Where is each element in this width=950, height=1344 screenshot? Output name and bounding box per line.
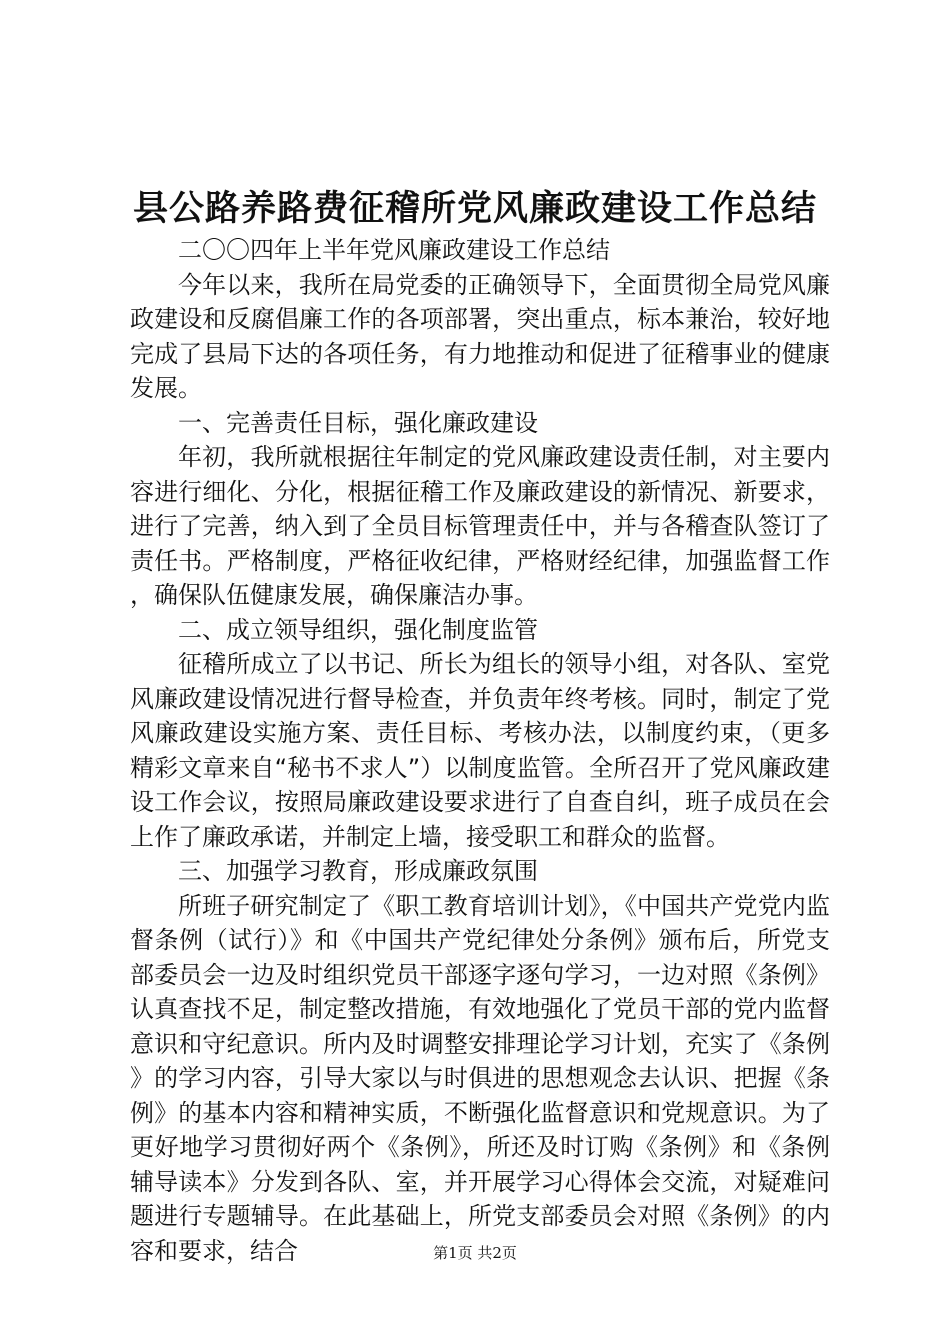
subtitle-paragraph: 二〇〇四年上半年党风廉政建设工作总结: [178, 236, 610, 264]
document-title: 县公路养路费征稽所党风廉政建设工作总结: [132, 188, 817, 229]
intro-paragraph: 今年以来，我所在局党委的正确领导下，全面贯彻全局党风廉政建设和反腐倡廉工作的各项部署，突出重点，标本兼治，较好地完成了县局下达的各项任务，有力地推动和促进了征稽事业的健康发展。: [130, 270, 830, 402]
section-heading-2: 二、成立领导组织，强化制度监管: [178, 615, 538, 644]
section-heading-3: 三、加强学习教育，形成廉政氛围: [178, 857, 538, 885]
section-heading-1: 一、完善责任目标，强化廉政建设: [178, 408, 538, 437]
page-footer: 第1页 共2页: [433, 1244, 517, 1262]
section-2-paragraph: 征稽所成立了以书记、所长为组长的领导小组，对各队、室党风廉政建设情况进行督导检查，并负责年终考核。同时，制定了党风廉政建设实施方案、责任目标、考核办法，以制度约束，（更多精彩文章来自“秘书不求人”）以制度监管。全所召开了党风廉政建设工作会议，按照局廉政建设要求进行了自查自纠，班子成员在会上作了廉政承诺，并制定上墙，接受职工和群众的监督。: [130, 650, 830, 851]
document-body: [130, 233, 830, 1268]
section-1-paragraph: 年初，我所就根据往年制定的党风廉政建设责任制，对主要内容进行细化、分化，根据征稽工作及廉政建设的新情况、新要求，进行了完善，纳入到了全员目标管理责任中，并与各稽查队签订了责任书。严格制度，严格征收纪律，严格财经纪律，加强监督工作，确保队伍健康发展，确保廉洁办事。: [130, 443, 830, 609]
section-3-paragraph: 所班子研究制定了《职工教育培训计划》，《中国共产党党内监督条例（试行）》和《中国共产党纪律处分条例》颁布后，所党支部委员会一边及时组织党员干部逐字逐句学习，一边对照《条例》认真查找不足，制定整改措施，有效地强化了党员干部的党内监督意识和守纪意识。所内及时调整安排理论学习计划，充实了《条例》的学习内容，引导大家以与时俱进的思想观念去认识、把握《条例》的基本内容和精神实质，不断强化监督意识和党规意识。为了更好地学习贯彻好两个《条例》，所还及时订购《条例》和《条例辅导读本》分发到各队、室，并开展学习心得体会交流，对疑难问题进行专题辅导。在此基础上，所党支部委员会对照《条例》的内容和要求，结合: [130, 891, 830, 1265]
